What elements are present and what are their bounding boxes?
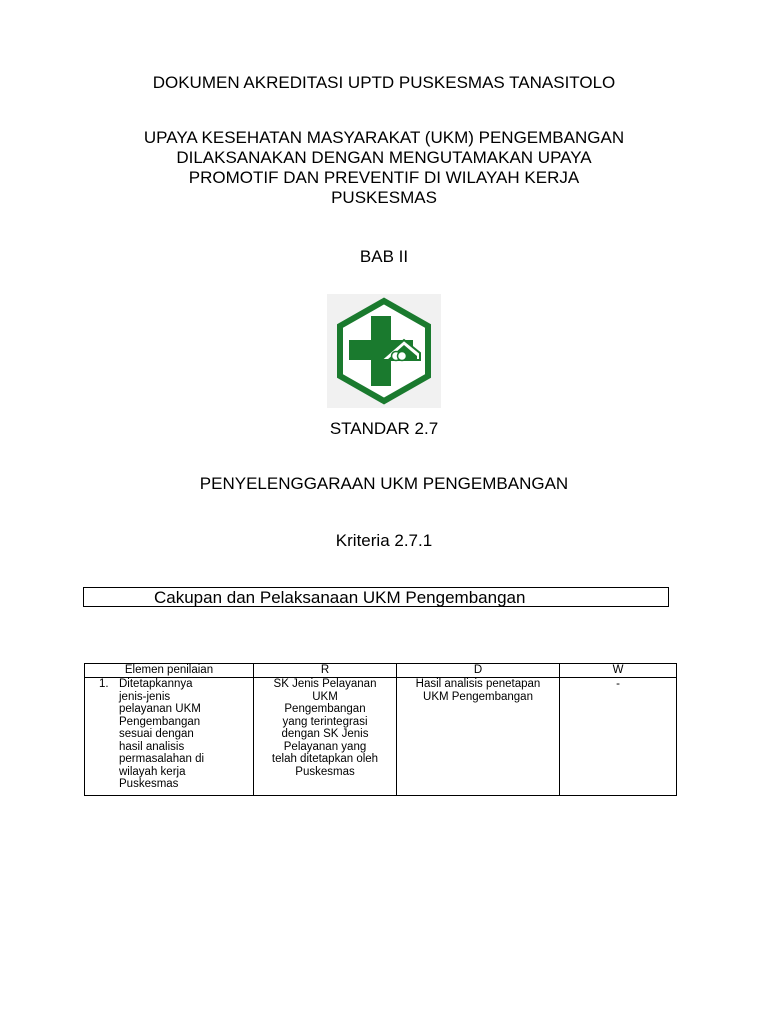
- table-header-row: [85, 664, 677, 678]
- header-d: D: [397, 664, 560, 678]
- table-row: [85, 678, 677, 796]
- upaya-line-4: PUSKESMAS: [331, 188, 437, 207]
- upaya-heading: [0, 128, 768, 208]
- section-title: PENYELENGGARAAN UKM PENGEMBANGAN: [199, 474, 569, 493]
- chapter-label: BAB II: [359, 247, 409, 266]
- cell-d: Hasil analisis penetapan UKM Pengembangan: [397, 678, 560, 796]
- upaya-line-1: UPAYA KESEHATAN MASYARAKAT (UKM) PENGEMBANGAN: [143, 128, 625, 147]
- row-number: 1.: [99, 678, 109, 690]
- puskesmas-logo-icon: [327, 294, 441, 408]
- boxed-subtitle: Cakupan dan Pelaksanaan UKM Pengembangan: [83, 587, 669, 607]
- cell-elemen: [85, 678, 254, 796]
- cell-r: SK Jenis Pelayanan UKM Pengembangan yang terintegrasi dengan SK Jenis Pelayanan yang telah ditetapkan oleh Puskesmas: [254, 678, 397, 796]
- criteria-label: Kriteria 2.7.1: [335, 531, 433, 550]
- upaya-line-2: DILAKSANAKAN DENGAN MENGUTAMAKAN UPAYA: [176, 148, 592, 167]
- elemen-text: Ditetapkannya jenis-jenis pelayanan UKM Pengembangan sesuai dengan hasil analisis permasalahan di wilayah kerja Puskesmas: [119, 678, 205, 790]
- header-w: W: [560, 664, 677, 678]
- header-elemen-penilaian: Elemen penilaian: [85, 664, 254, 678]
- assessment-table: [84, 663, 677, 796]
- standard-label: STANDAR 2.7: [329, 419, 439, 438]
- cell-w: -: [560, 678, 677, 796]
- document-title: DOKUMEN AKREDITASI UPTD PUSKESMAS TANASITOLO: [152, 73, 616, 92]
- upaya-line-3: PROMOTIF DAN PREVENTIF DI WILAYAH KERJA: [188, 168, 580, 187]
- header-r: R: [254, 664, 397, 678]
